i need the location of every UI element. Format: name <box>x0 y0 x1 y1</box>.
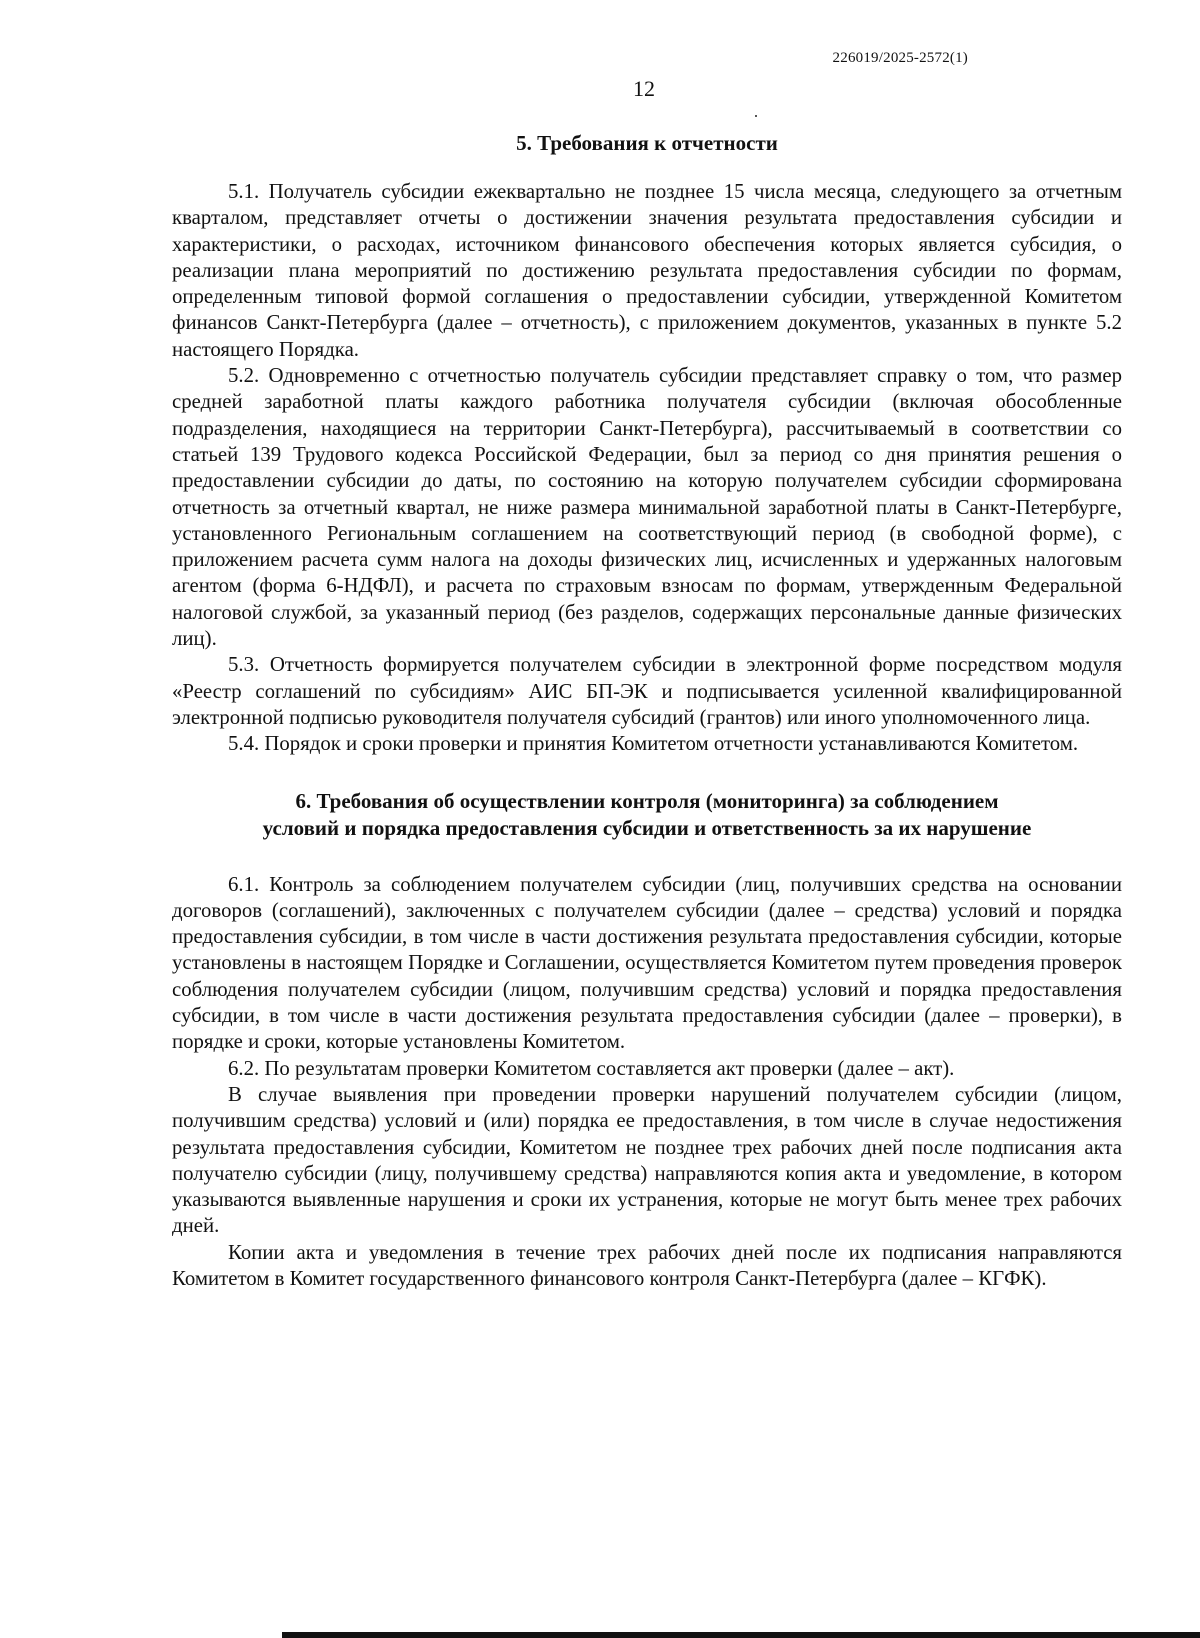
document-body <box>172 124 1122 1292</box>
paragraph-5-3: 5.3. Отчетность формируется получателем субсидии в электронной форме посредством модуля «Реестр соглашений по субсидиям» АИС БП-ЭК и подписывается усиленной квалифицированной электронной подписью руководителя получателя субсидий (грантов) или иного уполномоченного лица. <box>172 653 1122 729</box>
paragraph-5-4: 5.4. Порядок и сроки проверки и принятия Комитетом отчетности устанавливаются Комитетом. <box>228 732 1079 756</box>
section-6-title-line-1: 6. Требования об осуществлении контроля (мониторинга) за соблюдением <box>295 788 999 813</box>
paragraph-6-2: 6.2. По результатам проверки Комитетом составляется акт проверки (далее – акт). <box>228 1056 955 1080</box>
paragraph-6-2-violations: В случае выявления при проведении проверки нарушений получателем субсидии (лицом, получившим средства) условий и (или) порядка ее предоставления, в том числе в случае недостижения результата предоставления субсидии, Комитетом не позднее трех рабочих дней после подписания акта получателю субсидии (лицу, получившему средства) направляются копия акта и уведомление, в котором указываются выявленные нарушения и сроки их устранения, которые не могут быть менее трех рабочих дней. <box>172 1082 1122 1238</box>
paragraph-6-2-copies: Копии акта и уведомления в течение трех рабочих дней после их подписания направляются Комитетом в Комитет государственного финансового контроля Санкт-Петербурга (далее – КГФК). <box>172 1240 1122 1290</box>
page-number: 12 <box>633 76 655 101</box>
paragraph-6-1: 6.1. Контроль за соблюдением получателем субсидии (лиц, получивших средства на основании договоров (соглашений), заключенных с получателем субсидии (далее – средства) условий и порядка предоставления субсидии, в том числе в части достижения результата предоставления субсидии, которые установлены в настоящем Порядке и Соглашении, осуществляется Комитетом путем проведения проверок соблюдения получателем субсидии (лицом, получившим средства) условий и порядка предоставления субсидии, в том числе в части достижения результата предоставления субсидии (далее – проверки), в порядке и сроки, которые установлены Комитетом. <box>172 872 1122 1054</box>
section-6-title-line-2: условий и порядка предоставления субсидии и ответственность за их нарушение <box>262 815 1032 840</box>
section-5-title: 5. Требования к отчетности <box>516 131 778 155</box>
scan-speck <box>755 115 757 117</box>
paragraph-5-1: 5.1. Получатель субсидии ежеквартально не позднее 15 числа месяца, следующего за отчетным кварталом, представляет отчеты о достижении значения результата предоставления субсидии и характеристики, о расходах, источником финансового обеспечения которых является субсидия, о реализации плана мероприятий по достижению результата предоставления субсидии по формам, определенным типовой формой соглашения о предоставлении субсидии, утвержденной Комитетом финансов Санкт-Петербурга (далее – отчетность), с приложением документов, указанных в пункте 5.2 настоящего Порядка. <box>172 180 1122 361</box>
paragraph-5-2: 5.2. Одновременно с отчетностью получатель субсидии представляет справку о том, что размер средней заработной платы каждого работника получателя субсидии (включая обособленные подразделения, находящиеся на территории Санкт-Петербурга), рассчитываемый в соответствии со статьей 139 Трудового кодекса Российской Федерации, был за период со дня принятия решения о предоставлении субсидии до даты, по состоянию на которую получателем субсидии сформирована отчетность за отчетный квартал, не ниже размера минимальной заработной платы в Санкт-Петербурге, установленного Региональным соглашением на соответствующий период (в свободной форме), с приложением расчета сумм налога на доходы физических лиц, исчисленных и удержанных налоговым агентом (форма 6-НДФЛ), и расчета по страховым взносам по формам, утвержденным Федеральной налоговой службой, за указанный период (без разделов, содержащих персональные данные физических лиц). <box>172 364 1122 651</box>
section-6-title <box>172 788 1122 842</box>
document-number: 226019/2025-2572(1) <box>832 50 968 66</box>
bottom-scan-border <box>282 1632 1200 1638</box>
